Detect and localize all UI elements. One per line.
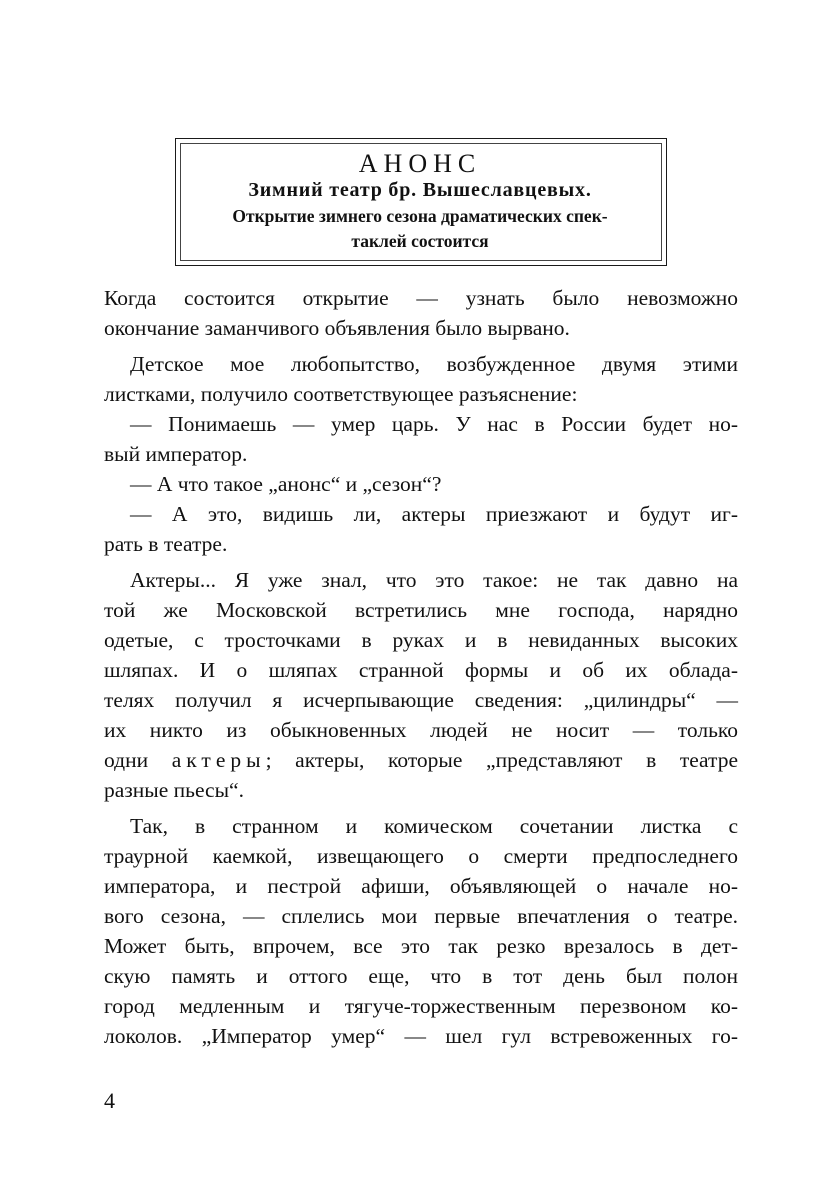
text-line: локолов. „Император умер“ — шел гул встревоженных го- <box>104 1024 738 1048</box>
text-fragment: одни <box>104 748 149 772</box>
text-line: Когда состоится открытие — узнать было невозможно <box>104 286 738 310</box>
text-line: — А это, видишь ли, актеры приезжают и будут иг- <box>130 502 738 526</box>
text-line: траурной каемкой, извещающего о смерти предпоследнего <box>104 844 738 868</box>
paragraph-1 <box>104 283 738 343</box>
paragraph-3 <box>104 409 738 469</box>
text-line: шляпах. И о шляпах странной формы и об их облада- <box>104 658 738 682</box>
text-line: императора, и пестрой афиши, объявляющей о начале но- <box>104 874 738 898</box>
announcement-text-line-1: Открытие зимнего сезона драматических спек- <box>232 206 608 226</box>
text-line: город медленным и тягуче-торжественным перезвоном ко- <box>104 994 738 1018</box>
text-line: — А что такое „анонс“ и „сезон“? <box>130 472 442 496</box>
text-line: Актеры... Я уже знал, что это такое: не так давно на <box>130 568 738 592</box>
text-line: рать в театре. <box>104 532 228 556</box>
text-line: Может быть, впрочем, все это так резко врезалось в дет- <box>104 934 738 958</box>
text-line: листками, получило соответствующее разъяснение: <box>104 382 578 406</box>
text-line: разные пьесы“. <box>104 778 244 802</box>
spaced-emphasis: актеры <box>171 748 266 772</box>
text-fragment: ; актеры, которые „представляют в театре <box>265 748 738 772</box>
text-line: той же Московской встретились мне господа, нарядно <box>104 598 738 622</box>
paragraph-2 <box>104 349 738 409</box>
paragraph-6 <box>104 565 738 805</box>
page-number: 4 <box>104 1088 115 1113</box>
text-line: — Понимаешь — умер царь. У нас в России будет но- <box>130 412 738 436</box>
text-line: Детское мое любопытство, возбужденное двумя этими <box>130 352 738 376</box>
text-line: окончание заманчивого объявления было вырвано. <box>104 316 570 340</box>
text-line <box>104 745 738 775</box>
text-line: одетые, с тросточками в руках и в невиданных высоких <box>104 628 738 652</box>
main-text <box>104 283 738 1051</box>
announcement-text-line-2: таклей состоится <box>351 231 489 251</box>
text-line: вый император. <box>104 442 248 466</box>
text-line: скую память и оттого еще, что в тот день был полон <box>104 964 738 988</box>
announcement-title: АНОНС <box>358 149 482 178</box>
paragraph-7 <box>104 811 738 1051</box>
announcement-theater-name: Зимний театр бр. Вышеславцевых. <box>248 179 592 201</box>
paragraph-4 <box>104 469 738 499</box>
text-line: их никто из обыкновенных людей не носит — только <box>104 718 738 742</box>
text-line: вого сезона, — сплелись мои первые впечатления о театре. <box>104 904 738 928</box>
paragraph-5 <box>104 499 738 559</box>
text-line: Так, в странном и комическом сочетании листка с <box>130 814 738 838</box>
text-line: телях получил я исчерпывающие сведения: „цилиндры“ — <box>104 688 738 712</box>
